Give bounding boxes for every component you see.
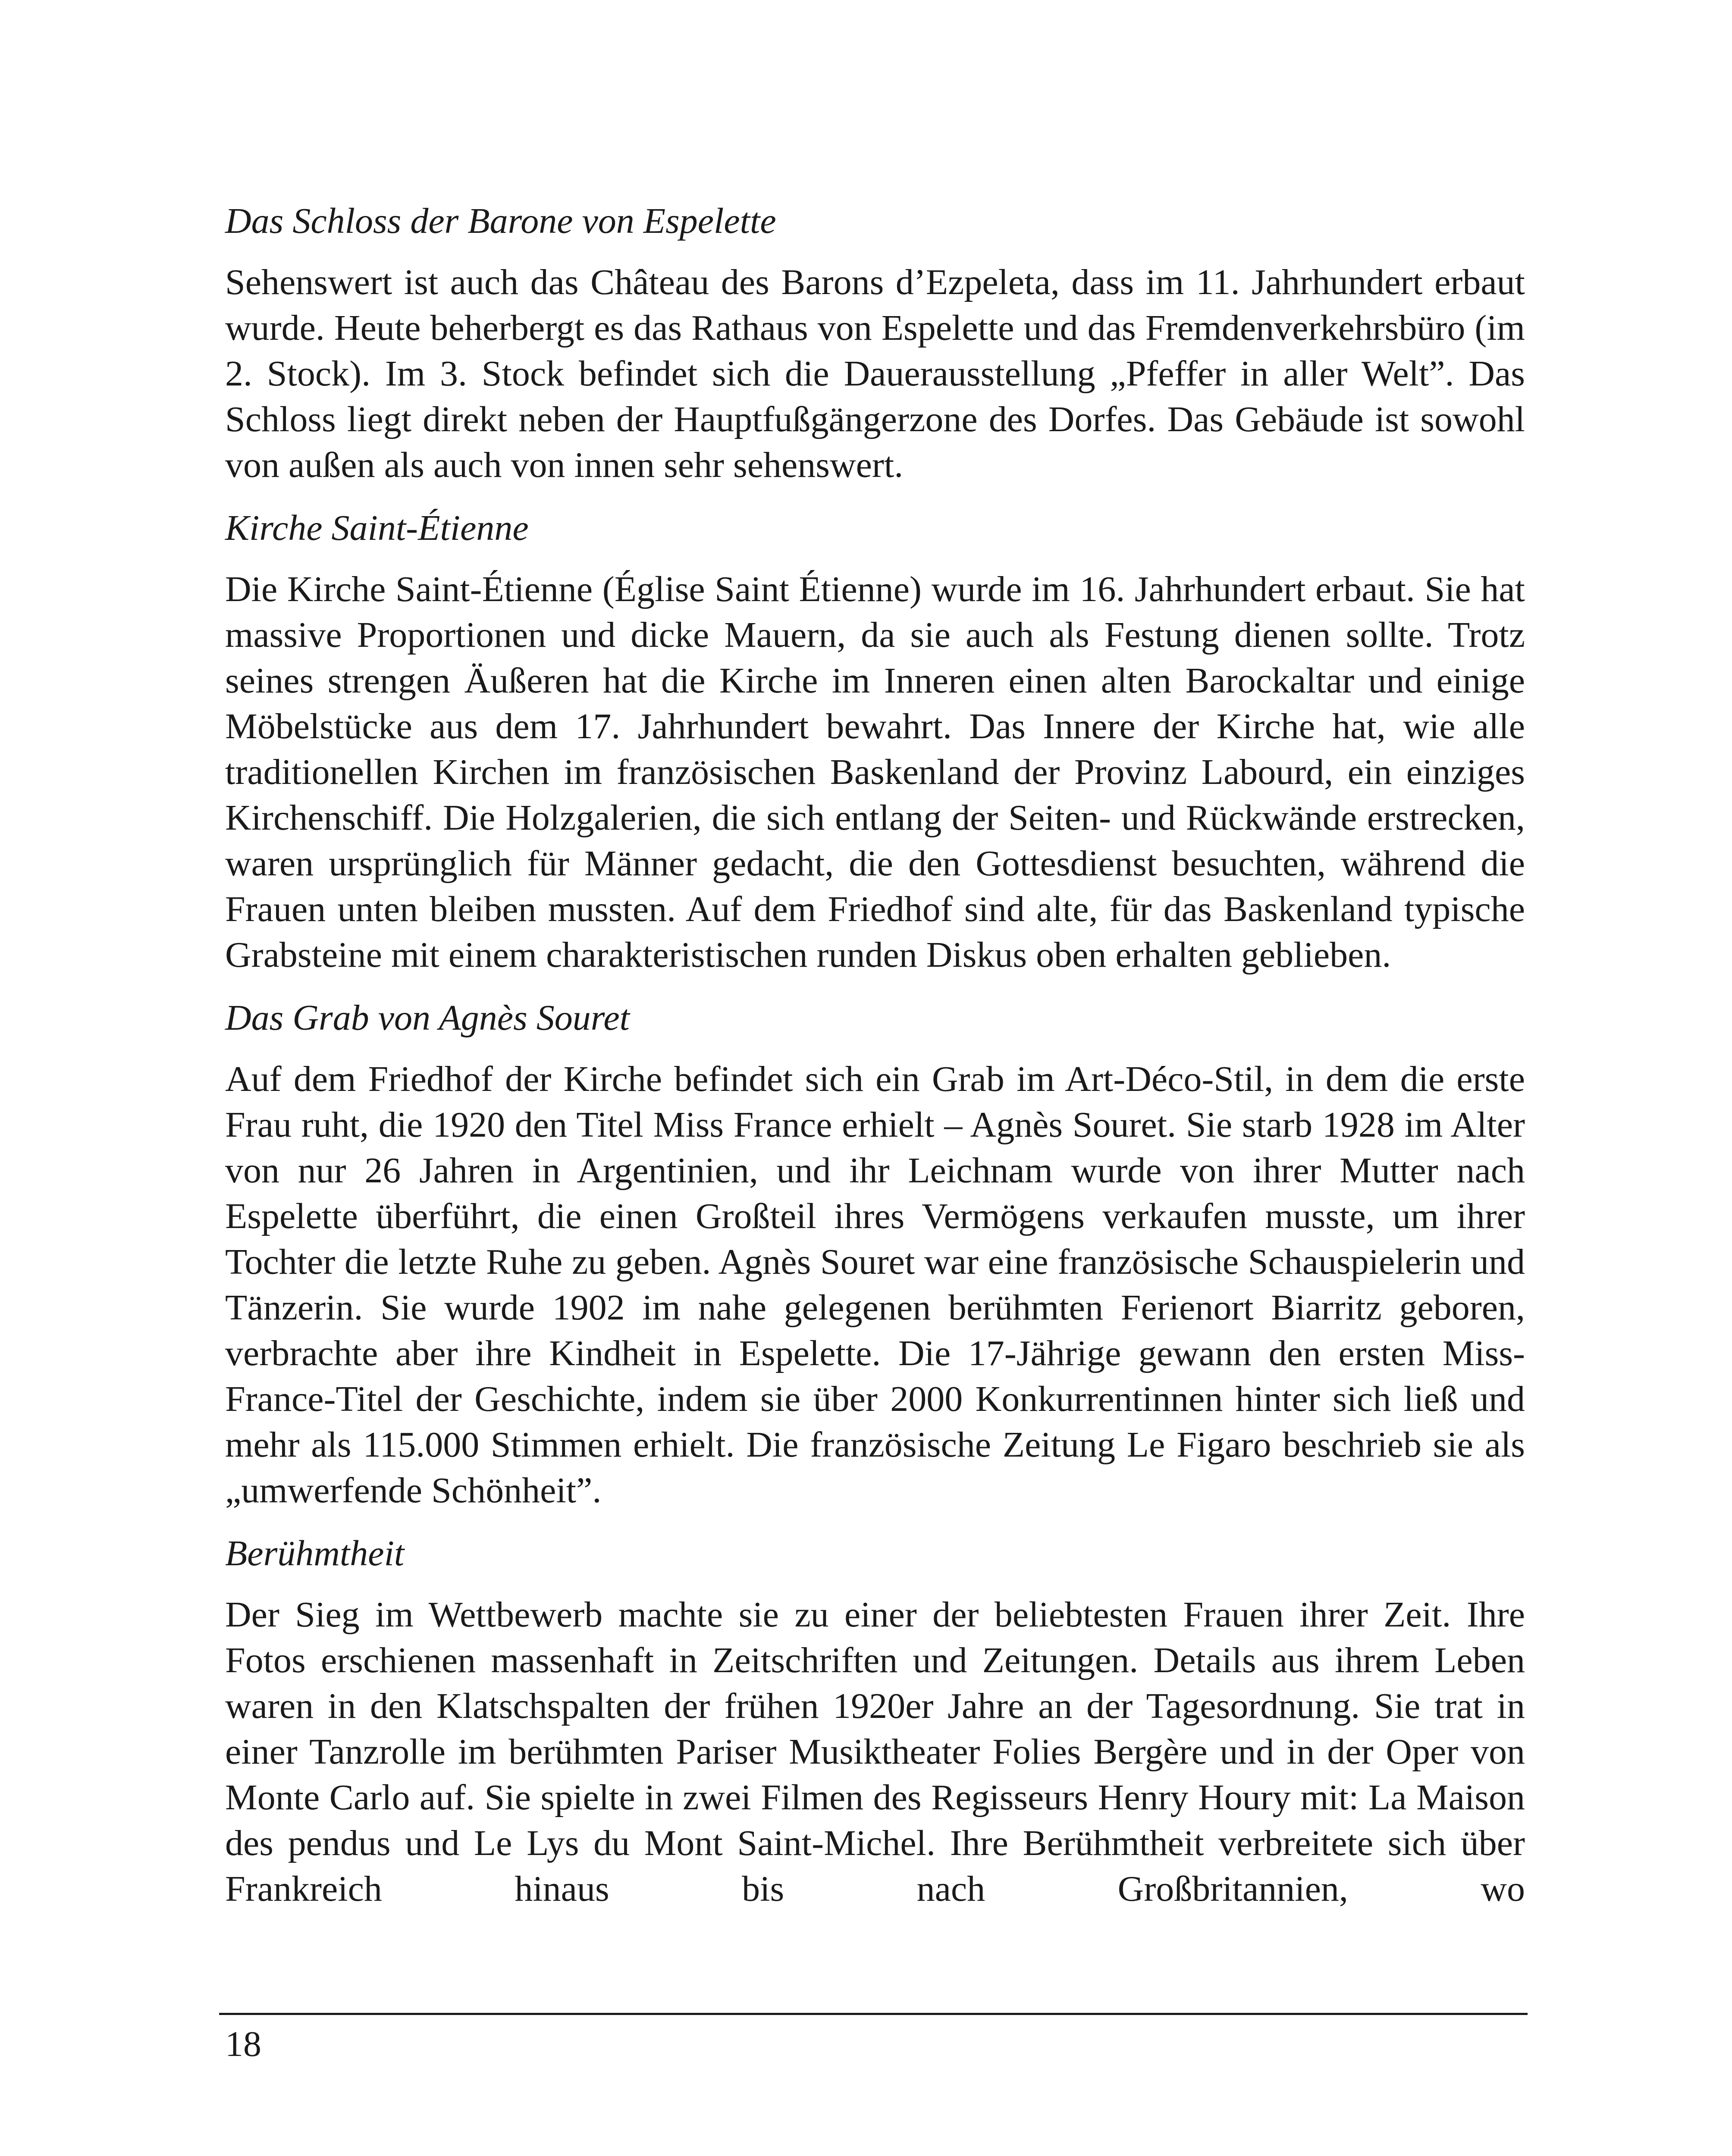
- section-paragraph-schloss: Sehenswert ist auch das Château des Barons d’Ezpeleta, dass im 11. Jahrhundert erbaut wurde. Heute beherbergt es das Rathaus von Espelette und das Fremdenverkehrsbüro (im 2. Stock). Im 3. Stock befindet sich die Dauerausstellung „Pfeffer in aller Welt”. Das Schloss liegt direkt neben der Hauptfußgängerzone des Dorfes. Das Gebäude ist sowohl von außen als auch von innen sehr sehenswert.: [225, 262, 1525, 485]
- section-heading-schloss: Das Schloss der Barone von Espelette: [225, 201, 776, 241]
- footer-divider: [219, 2013, 1528, 2015]
- section-heading-grab: Das Grab von Agnès Souret: [225, 998, 630, 1038]
- section-heading-kirche: Kirche Saint-Étienne: [225, 508, 529, 548]
- section-paragraph-grab: Auf dem Friedhof der Kirche befindet sich ein Grab im Art-Déco-Stil, in dem die erste Frau ruht, die 1920 den Titel Miss France erhielt – Agnès Souret. Sie starb 1928 im Alter von nur 26 Jahren in Argentinien, und ihr Leichnam wurde von ihrer Mutter nach Espelette überführt, die einen Großteil ihres Vermögens verkaufen musste, um ihrer Tochter die letzte Ruhe zu geben. Agnès Souret war eine französische Schauspielerin und Tänzerin. Sie wurde 1902 im nahe gelegenen berühmten Ferienort Biarritz geboren, verbrachte aber ihre Kindheit in Espelette. Die 17-Jährige gewann den ersten Miss-France-Titel der Geschichte, indem sie über 2000 Konkurrentinnen hinter sich ließ und mehr als 115.000 Stimmen erhielt. Die französische Zeitung Le Figaro beschrieb sie als „umwerfende Schönheit”.: [225, 1059, 1525, 1510]
- section-paragraph-beruehmtheit: Der Sieg im Wettbewerb machte sie zu einer der beliebtesten Frauen ihrer Zeit. Ihre Fotos erschienen massenhaft in Zeitschriften und Zeitungen. Details aus ihrem Leben waren in den Klatschspalten der frühen 1920er Jahre an der Tagesordnung. Sie trat in einer Tanzrolle im berühmten Pariser Musiktheater Folies Bergère und in der Oper von Monte Carlo auf. Sie spielte in zwei Filmen des Regisseurs Henry Houry mit: La Maison des pendus und Le Lys du Mont Saint-Michel. Ihre Berühmtheit verbreitete sich über Frankreich hinaus bis nach Großbritannien, wo: [225, 1595, 1525, 1909]
- section-paragraph-kirche: Die Kirche Saint-Étienne (Église Saint Étienne) wurde im 16. Jahrhundert erbaut. Sie hat massive Proportionen und dicke Mauern, da sie auch als Festung dienen sollte. Trotz seines strengen Äußeren hat die Kirche im Inneren einen alten Barockaltar und einige Möbelstücke aus dem 17. Jahrhundert bewahrt. Das Innere der Kirche hat, wie alle traditionellen Kirchen im französischen Baskenland der Provinz Labourd, ein einziges Kirchenschiff. Die Holzgalerien, die sich entlang der Seiten- und Rückwände erstrecken, waren ursprünglich für Männer gedacht, die den Gottesdienst besuchten, während die Frauen unten bleiben mussten. Auf dem Friedhof sind alte, für das Baskenland typische Grabsteine mit einem charakteristischen runden Diskus oben erhalten geblieben.: [225, 569, 1525, 975]
- section-heading-beruehmtheit: Berühmtheit: [225, 1533, 405, 1573]
- page-body: [225, 198, 1525, 1929]
- page-number: 18: [225, 2024, 261, 2064]
